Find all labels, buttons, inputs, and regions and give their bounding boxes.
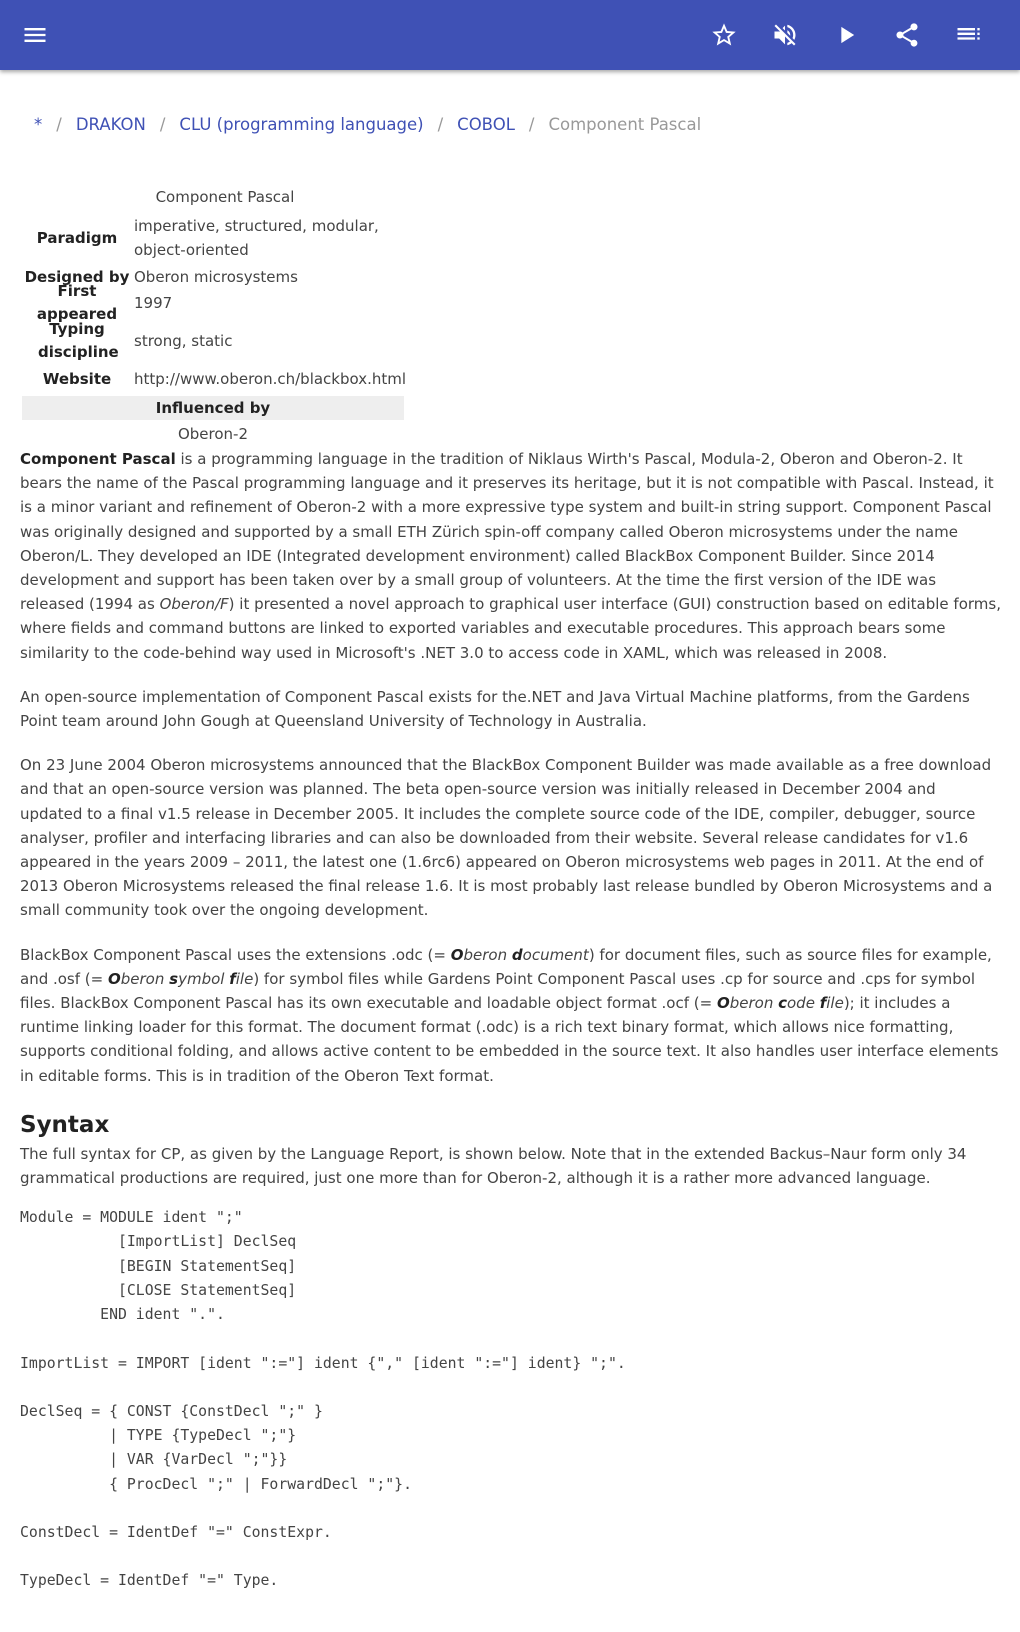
paragraph-text: ) for document files, such as source files for example, and .osf (= [20, 945, 992, 988]
article-paragraph: On 23 June 2004 Oberon microsystems announced that the BlackBox Component Builder was made available as a free download and that an open-source version was planned. The beta open-source version was initially released in December 2004 and updated to a final v1.5 release in December 2005. It includes the complete source code of the IDE, compiler, debugger, source analyser, profiler and interfacing libraries and can also be downloaded from their website. Several release candidates for v1.6 appeared in the years 2009 – 2011, the latest one (1.6rc6) appeared on Oberon microsystems web pages in 2011. At the end of 2013 Oberon Microsystems released the final release 1.6. It is most probably last release bundled by Oberon Microsystems and a small community took over the ongoing development. [20, 756, 993, 920]
playlist-icon [954, 21, 982, 49]
app-bar [0, 0, 1020, 70]
italic-text: beron [729, 994, 779, 1013]
volume-off-icon [771, 21, 799, 49]
italic-bold: f [819, 994, 827, 1013]
article-paragraph-intro [20, 447, 1002, 665]
italic-bold: O [108, 969, 121, 988]
article-term: Component Pascal [20, 450, 176, 468]
paragraph-text: ) it presented a novel approach to graphical user interface (GUI) construction based on editable forms, where fields and command buttons are linked to exported variables and executable procedures. This approach bears some similarity to the code-behind way used in Microsoft's .NET 3.0 to access code in XAML, which was released in 2008. [20, 595, 1001, 662]
italic-text: beron [120, 969, 170, 988]
infobox-label: Designed by [24, 267, 130, 286]
infobox-value: 1997 [134, 294, 173, 312]
italic-text: ile [235, 969, 254, 988]
breadcrumb-item-clu[interactable]: CLU (programming language) [179, 115, 424, 134]
italic-text: ymbol [178, 969, 230, 988]
paragraph-italic [717, 994, 844, 1012]
italic-bold: c [778, 994, 787, 1013]
infobox-value: strong, static [134, 332, 233, 350]
breadcrumb-current: Component Pascal [548, 115, 702, 134]
mute-button[interactable] [765, 15, 805, 55]
infobox-influenced-value[interactable]: Oberon-2 [177, 425, 249, 443]
article-content [20, 447, 1002, 1594]
paragraph-text: BlackBox Component Pascal uses the extensions .odc (= [20, 945, 451, 964]
infobox-row-website [22, 366, 407, 392]
italic-bold: O [716, 994, 730, 1013]
italic-text: ode [787, 994, 820, 1013]
italic-text: beron [463, 945, 512, 964]
infobox-label: First appeared [36, 282, 118, 323]
star-icon [710, 21, 738, 49]
infobox-label: Typing discipline [38, 320, 119, 361]
italic-bold: s [169, 969, 179, 988]
play-icon [832, 21, 860, 49]
menu-button[interactable] [15, 15, 55, 55]
code-block: Module = MODULE ident ";" [ImportList] DeclSeq [BEGIN StatementSeq] [CLOSE StatementSeq] END ident ".". ImportList = IMPORT [ident ":="] ident {"," [ident ":="] ident} ";". DeclSeq = { CONST {ConstDecl ";" } | TYPE {TypeDecl ";"} | VAR {VarDecl ";"}} { ProcDecl ";" | ForwardDecl ";"}. ConstDecl = IdentDef "=" ConstExpr. TypeDecl = IdentDef "=" Type. [20, 1209, 626, 1590]
paragraph-text: ) for symbol files while Gardens Point Component Pascal uses .cp for source and .cps for symbol files. BlackBox Component Pascal has its own executable and loadable object format .ocf (= [20, 969, 976, 1013]
infobox-influenced-header: Influenced by [22, 396, 404, 420]
menu-icon [21, 21, 49, 49]
italic-bold: d [511, 945, 523, 964]
infobox-value: imperative, structured, modular, object-oriented [134, 217, 379, 259]
breadcrumb-separator: / [437, 115, 444, 134]
paragraph-italic: Oberon/F [159, 595, 229, 614]
breadcrumb-item-home[interactable]: * [34, 115, 43, 134]
article-paragraph: An open-source implementation of Component Pascal exists for the.NET and Java Virtual Machine platforms, from the Gardens Point team around John Gough at Queensland University of Technology in Australia. [20, 687, 970, 731]
paragraph-text: ); it includes a runtime linking loader for this format. The document format (.odc) is a rich text binary format, which allows nice formatting, supports conditional folding, and allows active content to be embedded in the source text. It also handles user interface elements in editable forms. This is in tradition of the Oberon Text format. [20, 994, 999, 1085]
infobox-row-first-appeared [22, 282, 404, 323]
italic-text: ocument [522, 945, 589, 964]
website-link[interactable]: http://www.oberon.ch/blackbox.html [134, 370, 407, 388]
bookmark-button[interactable] [704, 15, 744, 55]
section-heading-syntax: Syntax [20, 1111, 110, 1138]
italic-bold: O [450, 945, 464, 964]
paragraph-italic [108, 970, 253, 988]
breadcrumb-separator: / [528, 115, 535, 134]
breadcrumb-item-drakon[interactable]: DRAKON [75, 115, 146, 134]
paragraph-italic [451, 946, 589, 964]
infobox-label: Website [42, 369, 112, 388]
infobox-caption: Component Pascal [155, 188, 295, 206]
italic-text: ile [826, 994, 844, 1013]
italic-bold: f [229, 969, 236, 988]
infobox-row-paradigm [22, 212, 404, 264]
breadcrumb-item-cobol[interactable]: COBOL [457, 115, 515, 134]
article-paragraph: The full syntax for CP, as given by the Language Report, is shown below. Note that in the extended Backus–Naur form only 34 grammatical productions are required, just one more than for Oberon-2, although it is a rather more advanced language. [20, 1144, 967, 1188]
breadcrumb-separator: / [159, 115, 166, 134]
article-paragraph [20, 943, 1002, 1088]
infobox-row-typing-discipline [22, 316, 404, 366]
infobox-value[interactable]: Oberon microsystems [134, 268, 298, 286]
breadcrumb-separator: / [56, 115, 62, 134]
contents-button[interactable] [948, 15, 988, 55]
infobox-label: Paradigm [36, 228, 118, 247]
share-button[interactable] [887, 15, 927, 55]
play-button[interactable] [826, 15, 866, 55]
paragraph-text: is a programming language in the tradition of Niklaus Wirth's Pascal, Modula-2, Oberon and Oberon-2. It bears the name of the Pascal programming language and it preserves its heritage, but it is not compatible with Pascal. Instead, it is a minor variant and refinement of Oberon-2 with a more expressive type system and built-in string support. Component Pascal was originally designed and supported by a small ETH Zürich spin-off company called Oberon microsystems under the name Oberon/L. They developed an IDE (Integrated development environment) called BlackBox Component Builder. Since 2014 development and support has been taken over by a small group of volunteers. At the time the first version of the IDE was released (1994 as [20, 450, 994, 614]
share-icon [893, 21, 921, 49]
breadcrumb [34, 115, 701, 134]
infobox [22, 182, 407, 448]
